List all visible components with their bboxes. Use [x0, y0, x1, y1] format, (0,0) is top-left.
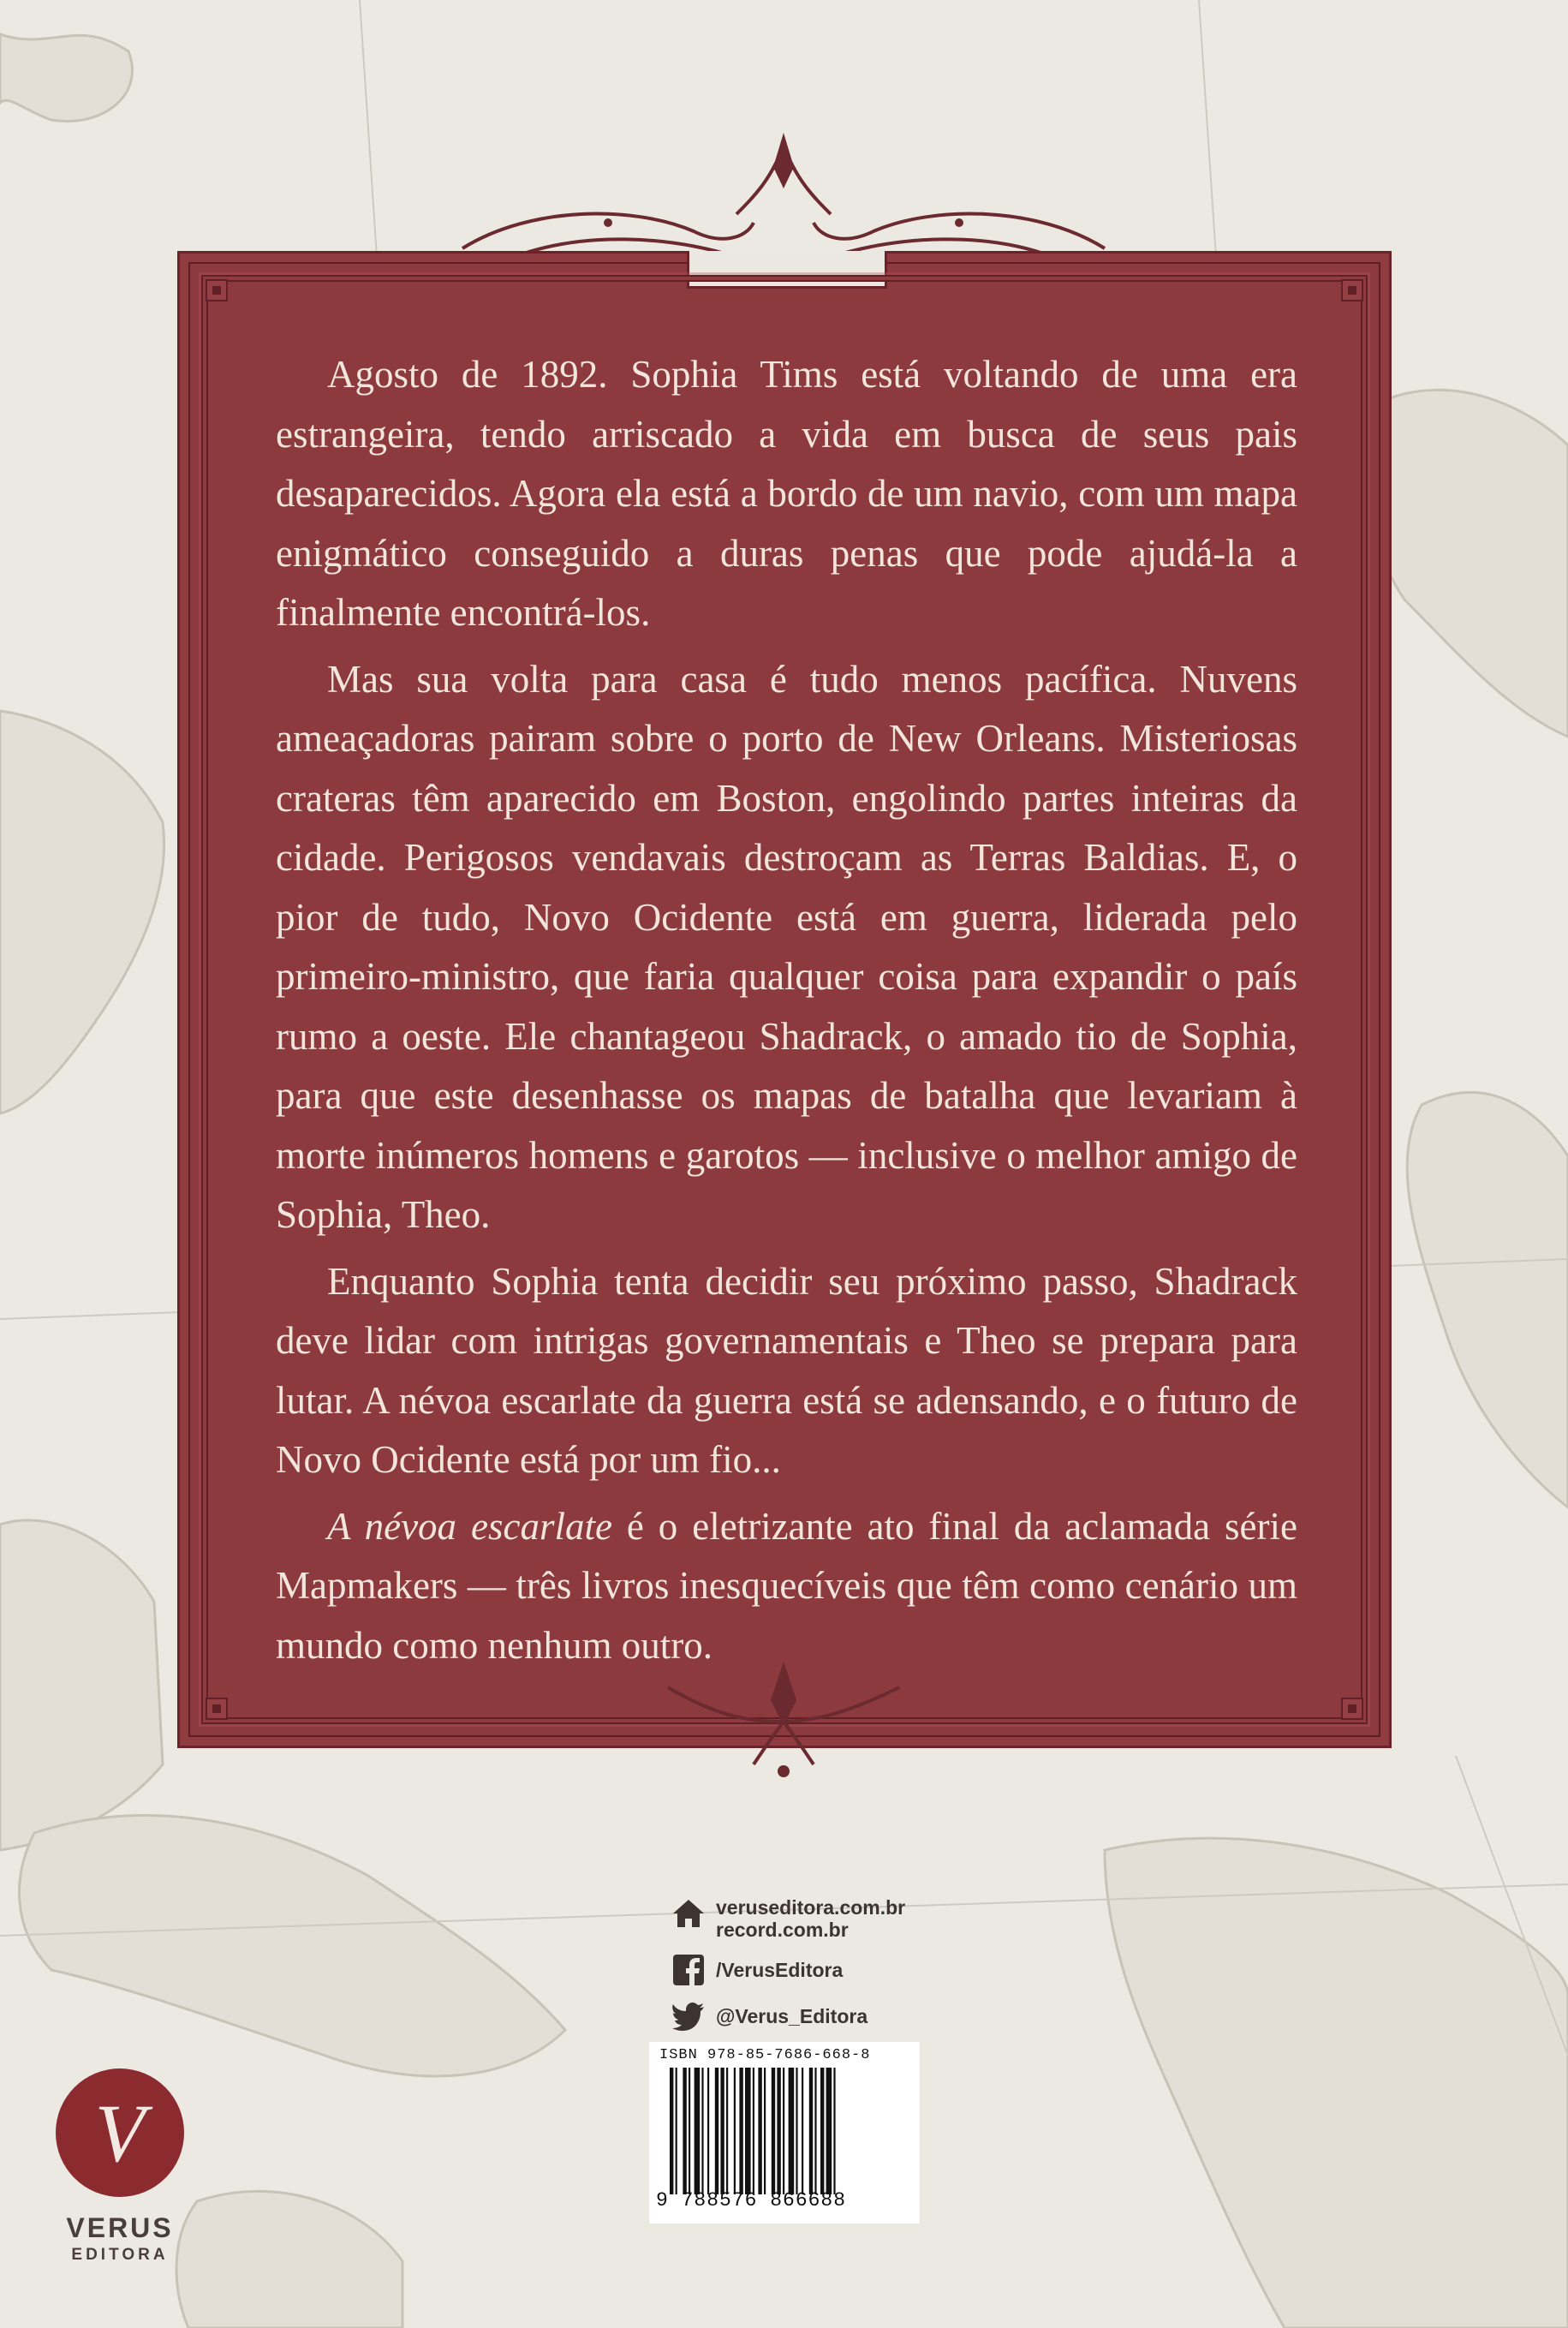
barcode-bar	[745, 2068, 751, 2194]
barcode-bar	[689, 2068, 690, 2194]
logo-name: VERUS	[66, 2212, 174, 2243]
barcode-bar	[772, 2068, 775, 2194]
twitter-contact	[671, 1999, 905, 2033]
barcode-bar	[753, 2068, 754, 2194]
home-icon	[671, 1896, 706, 1931]
barcode-bar	[676, 2068, 677, 2194]
barcode-bar	[783, 2068, 784, 2194]
synopsis-paragraph-1: Agosto de 1892. Sophia Tims está voltando de uma era estrangeira, tendo arriscado a vida em busca de seus pais desaparecidos. Agora ela está a bordo de um navio, com um mapa enigmático conseguido a duras penas que pode ajudá-la a finalmente encontrá-los.	[276, 353, 1297, 634]
logo-mark: V	[56, 2068, 184, 2197]
synopsis-paragraph-2: Mas sua volta para casa é tudo menos pacífica. Nuvens ameaçadoras pairam sobre o porto de New Orleans. Misteriosas crateras têm aparecido em Boston, engolindo partes inteiras da cidade. Perigosos vendavais destroçam as Terras Baldias. E, o pior de tudo, Novo Ocidente está em guerra, liderada pelo primeiro-ministro, que faria qualquer coisa para expandir o país rumo a oeste. Ele chantageou Shadrack, o amado tio de Sophia, para que este desenhasse os mapas de batalha que levariam à morte inúmeros homens e garotos — inclusive o melhor amigo de Sophia, Theo.	[276, 657, 1297, 1236]
synopsis-paragraph-4	[276, 1497, 1297, 1676]
barcode-bar	[777, 2068, 780, 2194]
website-contact	[671, 1896, 905, 1941]
twitter-handle[interactable]: @Verus_Editora	[716, 2005, 868, 2027]
barcode-bar	[826, 2068, 832, 2194]
synopsis-paragraph-3: Enquanto Sophia tenta decidir seu próximo passo, Shadrack deve lidar com intrigas governamentais e Theo se prepara para lutar. A névoa escarlate da guerra está se adensando, e o futuro de Novo Ocidente está por um fio...	[276, 1259, 1297, 1481]
frame-corner	[1341, 279, 1363, 301]
bottom-flourish-ornament	[651, 1662, 916, 1782]
barcode-bar	[715, 2068, 718, 2194]
barcode-bar	[734, 2068, 736, 2194]
synopsis-text	[276, 345, 1297, 1682]
facebook-contact	[671, 1953, 905, 1987]
publisher-contacts	[671, 1896, 905, 2045]
barcode-bar	[758, 2068, 761, 2194]
barcode-bar	[833, 2068, 835, 2194]
barcode-bar	[809, 2068, 813, 2194]
barcode-bar	[814, 2068, 816, 2194]
barcode-bar	[820, 2068, 824, 2194]
barcode-bar	[683, 2068, 686, 2194]
barcode-bar	[796, 2068, 797, 2194]
barcode-bar	[802, 2068, 803, 2194]
facebook-icon	[671, 1953, 706, 1987]
frame-corner	[1341, 1698, 1363, 1720]
verus-editora-logo	[56, 2068, 193, 2265]
isbn-label: ISBN 978-85-7686-668-8	[659, 2047, 871, 2063]
book-title-italic: A névoa escarlate	[327, 1504, 612, 1548]
barcode-bar	[726, 2068, 728, 2194]
facebook-handle[interactable]: /VerusEditora	[716, 1959, 844, 1981]
website-link-secondary[interactable]: record.com.br	[716, 1919, 849, 1941]
barcode-bar	[720, 2068, 724, 2194]
logo-subname: EDITORA	[71, 2246, 169, 2264]
barcode-bar	[764, 2068, 766, 2194]
blurb-panel	[177, 251, 1392, 1748]
barcode-bar	[707, 2068, 709, 2194]
frame-corner	[206, 1698, 228, 1720]
twitter-icon	[671, 1999, 706, 2033]
barcode-bar	[739, 2068, 742, 2194]
frame-corner	[206, 279, 228, 301]
synopsis-closing: é o eletrizante ato final da aclamada série Mapmakers — três livros inesquecíveis que têm como cenário um mundo como nenhum outro.	[276, 1504, 1297, 1667]
barcode-bar	[701, 2068, 703, 2194]
barcode-bars	[670, 2068, 913, 2194]
isbn-barcode	[649, 2042, 920, 2224]
barcode-bar	[670, 2068, 673, 2194]
barcode-digits: 9 788576 866688	[656, 2189, 847, 2212]
website-link[interactable]: veruseditora.com.br	[716, 1896, 906, 1919]
barcode-bar	[695, 2068, 701, 2194]
barcode-bar	[789, 2068, 795, 2194]
